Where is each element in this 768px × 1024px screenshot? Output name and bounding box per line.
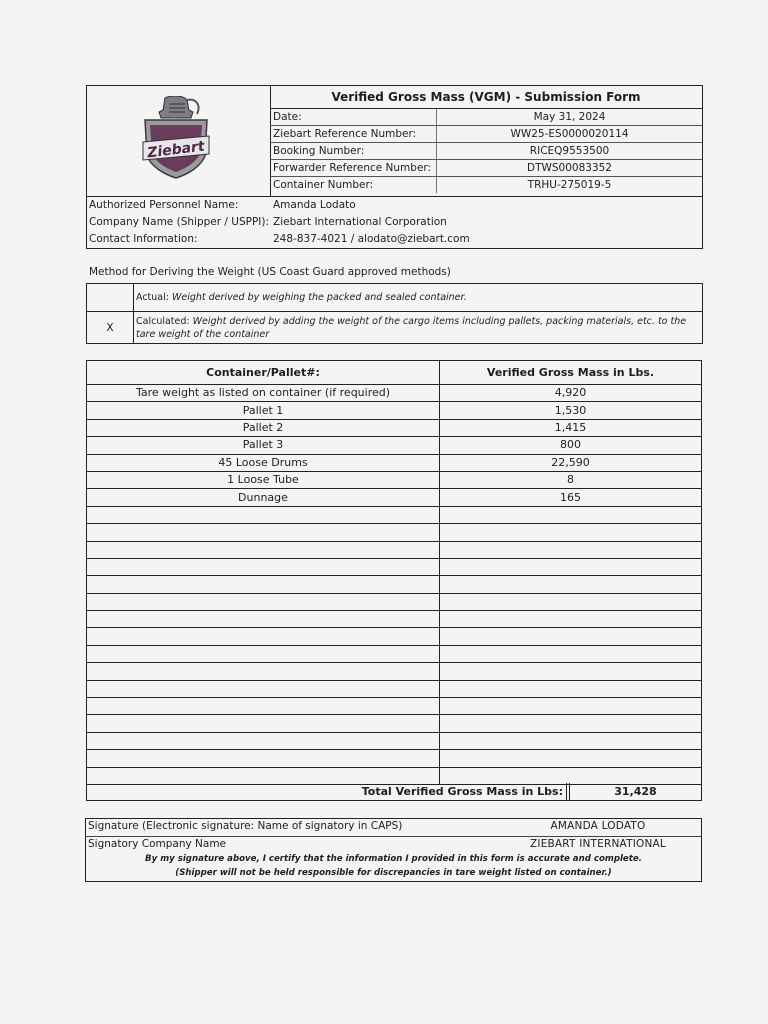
signature-label: Signature (Electronic signature: Name of signatory in CAPS) xyxy=(88,820,403,832)
empty-table-row xyxy=(87,628,702,645)
certification-statement: By my signature above, I certify that the information I provided in this form is accurate and complete. xyxy=(145,854,642,864)
empty-mass-cell xyxy=(440,506,702,523)
item-name-cell: Pallet 3 xyxy=(87,437,440,454)
empty-name-cell xyxy=(87,576,440,593)
empty-mass-cell xyxy=(440,715,702,732)
total-label: Total Verified Gross Mass in Lbs: xyxy=(362,783,567,800)
empty-mass-cell xyxy=(440,558,702,575)
empty-name-cell xyxy=(87,732,440,749)
table-row xyxy=(87,385,702,402)
empty-table-row xyxy=(87,541,702,558)
item-name-cell: Dunnage xyxy=(87,489,440,506)
method-actual-description: Weight derived by weighing the packed and sealed container. xyxy=(172,292,467,303)
item-name-cell: Pallet 1 xyxy=(87,402,440,419)
method-actual-text xyxy=(134,284,703,312)
empty-table-row xyxy=(87,645,702,662)
empty-table-row xyxy=(87,593,702,610)
certification-disclaimer: (Shipper will not be held responsible for discrepancies in tare weight listed on container.) xyxy=(175,868,612,878)
header-row-booking xyxy=(270,143,702,160)
empty-name-cell xyxy=(87,611,440,628)
item-mass-cell: 22,590 xyxy=(440,454,702,471)
table-row xyxy=(87,437,702,454)
contact-label: Contact Information: xyxy=(89,233,198,245)
signatory-company-value: ZIEBART INTERNATIONAL xyxy=(530,838,666,850)
method-calculated-mark: X xyxy=(87,312,134,344)
empty-mass-cell xyxy=(440,698,702,715)
empty-table-row xyxy=(87,663,702,680)
empty-mass-cell xyxy=(440,593,702,610)
item-name-cell: Tare weight as listed on container (if required) xyxy=(87,385,440,402)
empty-mass-cell xyxy=(440,611,702,628)
empty-name-cell xyxy=(87,524,440,541)
empty-table-row xyxy=(87,558,702,575)
empty-name-cell xyxy=(87,645,440,662)
method-row-actual xyxy=(87,284,703,312)
company-name-label: Company Name (Shipper / USPPI): xyxy=(89,216,270,228)
empty-table-row xyxy=(87,732,702,749)
table-row xyxy=(87,419,702,436)
empty-name-cell xyxy=(87,541,440,558)
header-row-reference xyxy=(270,126,702,143)
header-fields-table xyxy=(270,86,702,193)
ziebart-logo xyxy=(141,96,211,180)
reference-value: WW25-ES0000020114 xyxy=(437,126,703,143)
personnel-row-name xyxy=(87,197,702,214)
table-row xyxy=(87,402,702,419)
empty-name-cell xyxy=(87,698,440,715)
item-mass-cell: 165 xyxy=(440,489,702,506)
container-label: Container Number: xyxy=(270,177,437,194)
forwarder-label: Forwarder Reference Number: xyxy=(270,160,437,177)
empty-mass-cell xyxy=(440,767,702,784)
items-table xyxy=(86,360,702,785)
empty-name-cell xyxy=(87,593,440,610)
header-row-forwarder xyxy=(270,160,702,177)
method-calculated-prefix: Calculated: xyxy=(136,315,190,327)
items-header-row xyxy=(87,361,702,385)
empty-name-cell xyxy=(87,715,440,732)
table-row xyxy=(87,454,702,471)
personnel-section xyxy=(87,196,702,248)
signature-section xyxy=(85,818,702,882)
personnel-name-value: Amanda Lodato xyxy=(273,199,356,211)
column-header-mass: Verified Gross Mass in Lbs. xyxy=(440,361,702,385)
method-actual-mark xyxy=(87,284,134,312)
contact-value: 248-837-4021 / alodato@ziebart.com xyxy=(273,233,470,245)
empty-name-cell xyxy=(87,680,440,697)
method-row-calculated xyxy=(87,312,703,344)
logo-cell xyxy=(87,86,271,196)
item-mass-cell: 8 xyxy=(440,471,702,488)
empty-mass-cell xyxy=(440,750,702,767)
personnel-name-label: Authorized Personnel Name: xyxy=(89,199,239,211)
empty-mass-cell xyxy=(440,628,702,645)
table-row xyxy=(87,471,702,488)
method-calculated-text xyxy=(134,312,703,344)
empty-mass-cell xyxy=(440,524,702,541)
company-name-value: Ziebart International Corporation xyxy=(273,216,447,228)
signatory-company-label: Signatory Company Name xyxy=(88,838,227,850)
item-mass-cell: 1,415 xyxy=(440,419,702,436)
empty-table-row xyxy=(87,611,702,628)
empty-table-row xyxy=(87,767,702,784)
item-name-cell: 45 Loose Drums xyxy=(87,454,440,471)
date-label: Date: xyxy=(270,109,437,126)
table-row xyxy=(87,489,702,506)
item-name-cell: 1 Loose Tube xyxy=(87,471,440,488)
total-row xyxy=(86,783,702,801)
empty-table-row xyxy=(87,576,702,593)
booking-value: RICEQ9553500 xyxy=(437,143,703,160)
empty-table-row xyxy=(87,524,702,541)
column-header-container: Container/Pallet#: xyxy=(87,361,440,385)
header-row-date xyxy=(270,109,702,126)
reference-label: Ziebart Reference Number: xyxy=(270,126,437,143)
empty-name-cell xyxy=(87,558,440,575)
personnel-row-company xyxy=(87,214,702,231)
item-mass-cell: 4,920 xyxy=(440,385,702,402)
empty-name-cell xyxy=(87,750,440,767)
empty-table-row xyxy=(87,698,702,715)
empty-mass-cell xyxy=(440,732,702,749)
form-title: Verified Gross Mass (VGM) - Submission Form xyxy=(270,86,702,109)
method-calculated-description: Weight derived by adding the weight of the cargo items including pallets, packing materials, etc. to the tare weight of the container xyxy=(136,315,687,340)
empty-mass-cell xyxy=(440,541,702,558)
empty-mass-cell xyxy=(440,576,702,593)
forwarder-value: DTWS00083352 xyxy=(437,160,703,177)
header-row-container xyxy=(270,177,702,194)
form-header xyxy=(86,85,703,249)
empty-name-cell xyxy=(87,628,440,645)
total-value: 31,428 xyxy=(614,785,657,798)
item-name-cell: Pallet 2 xyxy=(87,419,440,436)
signature-value: AMANDA LODATO xyxy=(550,820,646,832)
signature-row xyxy=(86,819,701,837)
container-value: TRHU-275019-5 xyxy=(527,179,612,191)
booking-label: Booking Number: xyxy=(270,143,437,160)
items-body xyxy=(87,385,702,785)
empty-table-row xyxy=(87,750,702,767)
empty-mass-cell xyxy=(440,680,702,697)
empty-mass-cell xyxy=(440,663,702,680)
item-mass-cell: 800 xyxy=(440,437,702,454)
empty-table-row xyxy=(87,506,702,523)
method-actual-prefix: Actual: xyxy=(136,292,169,303)
empty-mass-cell xyxy=(440,645,702,662)
date-value: May 31, 2024 xyxy=(437,109,703,126)
item-mass-cell: 1,530 xyxy=(440,402,702,419)
method-table xyxy=(86,283,703,344)
method-heading: Method for Deriving the Weight (US Coast Guard approved methods) xyxy=(89,266,451,278)
empty-table-row xyxy=(87,715,702,732)
empty-name-cell xyxy=(87,506,440,523)
empty-name-cell xyxy=(87,767,440,784)
empty-name-cell xyxy=(87,663,440,680)
logo-text: Ziebart xyxy=(146,138,206,162)
empty-table-row xyxy=(87,680,702,697)
personnel-row-contact xyxy=(87,231,702,248)
